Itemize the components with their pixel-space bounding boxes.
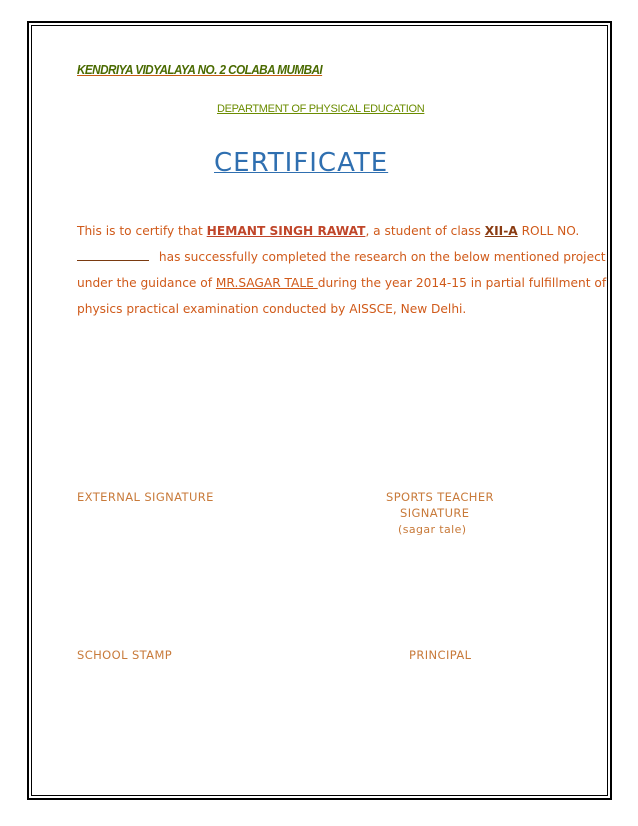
school-name: KENDRIYA VIDYALAYA NO. 2 COLABA MUMBAI — [77, 62, 323, 77]
principal-label: PRINCIPAL — [409, 648, 472, 662]
certificate-title: CERTIFICATE — [214, 148, 389, 178]
roll-number-blank — [77, 246, 149, 261]
page-border-inner — [31, 25, 608, 796]
guide-teacher: MR.SAGAR TALE — [215, 276, 318, 290]
school-stamp-label: SCHOOL STAMP — [77, 648, 173, 662]
body-text-1: This is to certify that — [77, 224, 207, 238]
sports-teacher-name: (sagar tale) — [398, 523, 467, 536]
roll-label: ROLL NO. — [521, 224, 580, 238]
body-text-2: , a student of class — [365, 224, 485, 238]
body-text-3: has successfully completed the research on the below mentioned project under the guidance of — [77, 250, 606, 290]
department-name: DEPARTMENT OF PHYSICAL EDUCATION — [217, 103, 425, 115]
body-text-4: during the year 2014-15 in partial fulfillment of physics practical examination conducted by AISSCE, New Delhi. — [77, 276, 607, 316]
student-name: HEMANT SINGH RAWAT — [206, 224, 366, 238]
sports-teacher-signature-label: SIGNATURE — [400, 506, 470, 520]
sports-teacher-label: SPORTS TEACHER — [386, 490, 494, 504]
external-signature-label: EXTERNAL SIGNATURE — [77, 490, 214, 504]
certificate-body — [77, 218, 607, 322]
student-class: XII-A — [484, 224, 518, 238]
